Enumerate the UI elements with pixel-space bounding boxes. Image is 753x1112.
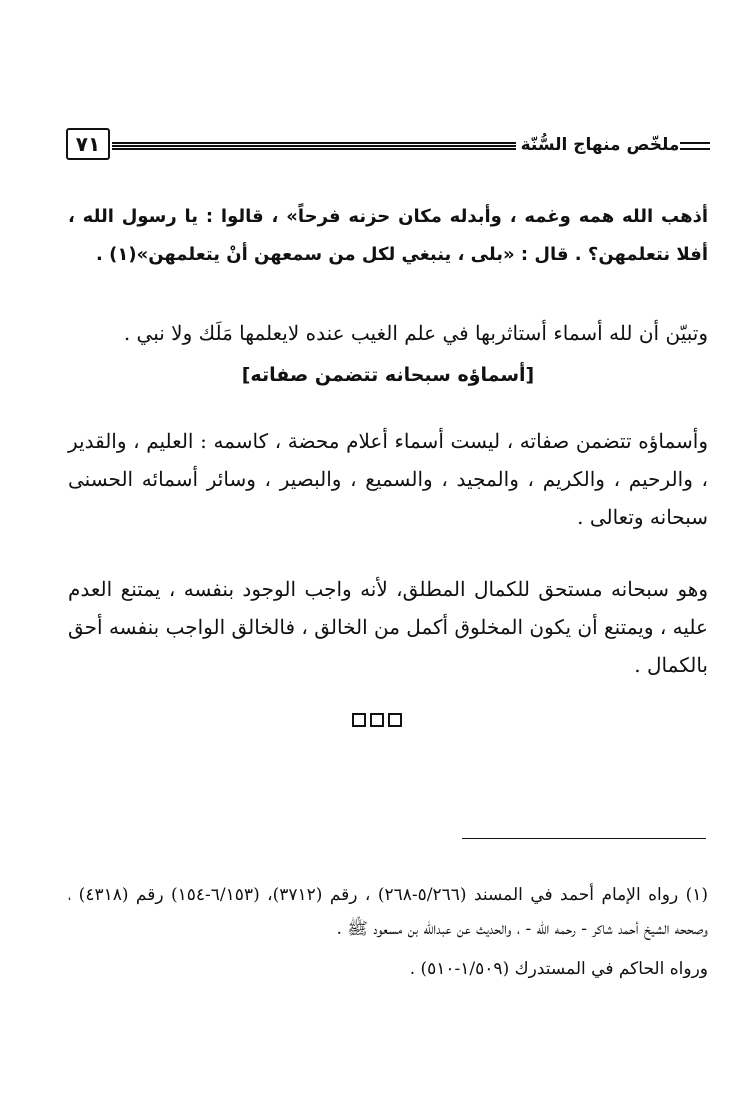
square-icon xyxy=(352,713,366,727)
paragraph-hadith: أذهب الله همه وغمه ، وأبدله مكان حزنه فرحاً» ، قالوا : يا رسول الله ، أفلا نتعلمهن؟ . قال : «بلى ، ينبغي لكل من سمعهن أنْ يتعلمهن»(١) . xyxy=(68,206,708,265)
square-icon xyxy=(388,713,402,727)
paragraph-names-attributes: وأسماؤه تتضمن صفاته ، ليست أسماء أعلام محضة ، كاسمه : العليم ، والقدير ، والرحيم ، والكريم ، والمجيد ، والسميع ، والبصير ، وسائر أسمائه الحسنى سبحانه وتعالى . xyxy=(68,429,708,529)
section-heading: [أسماؤه سبحانه تتضمن صفاته] xyxy=(241,364,535,386)
header-rule-right xyxy=(680,142,710,150)
page-header xyxy=(66,128,710,168)
square-icon xyxy=(370,713,384,727)
running-title xyxy=(520,130,680,160)
footnote-separator xyxy=(462,838,706,839)
running-title-text: ملخّص منهاج السُّنّة xyxy=(520,135,680,155)
paragraph-perfection: وهو سبحانه مستحق للكمال المطلق، لأنه واجب الوجود بنفسه ، يمتنع العدم عليه ، ويمتنع أن يكون المخلوق أكمل من الخالق ، فالخالق الواجب بنفسه أحق بالكمال . xyxy=(68,577,708,677)
footnote-1: (١) رواه الإمام أحمد في المسند (٥/٢٦٦-٢٦٨) ، رقم (٣٧١٢)، (٦/١٥٣-١٥٤) رقم (٤٣١٨) ، وصححه الشيخ أحمد شاكر - رحمه الله - ، والحديث عن عبدالله بن مسعود ﷺ . xyxy=(68,885,709,939)
section-end-marks xyxy=(0,712,753,731)
paragraph-names-hidden: وتبيّن أن لله أسماء أستاثربها في علم الغيب عنده لايعلمها مَلَك ولا نبي . xyxy=(123,321,708,345)
footnotes xyxy=(68,878,708,986)
header-rule-left xyxy=(112,142,516,150)
page-number: ٧١ xyxy=(66,128,110,160)
footnote-1-continued: ورواه الحاكم في المستدرك (١/٥٠٩-٥١٠) . xyxy=(409,959,708,979)
